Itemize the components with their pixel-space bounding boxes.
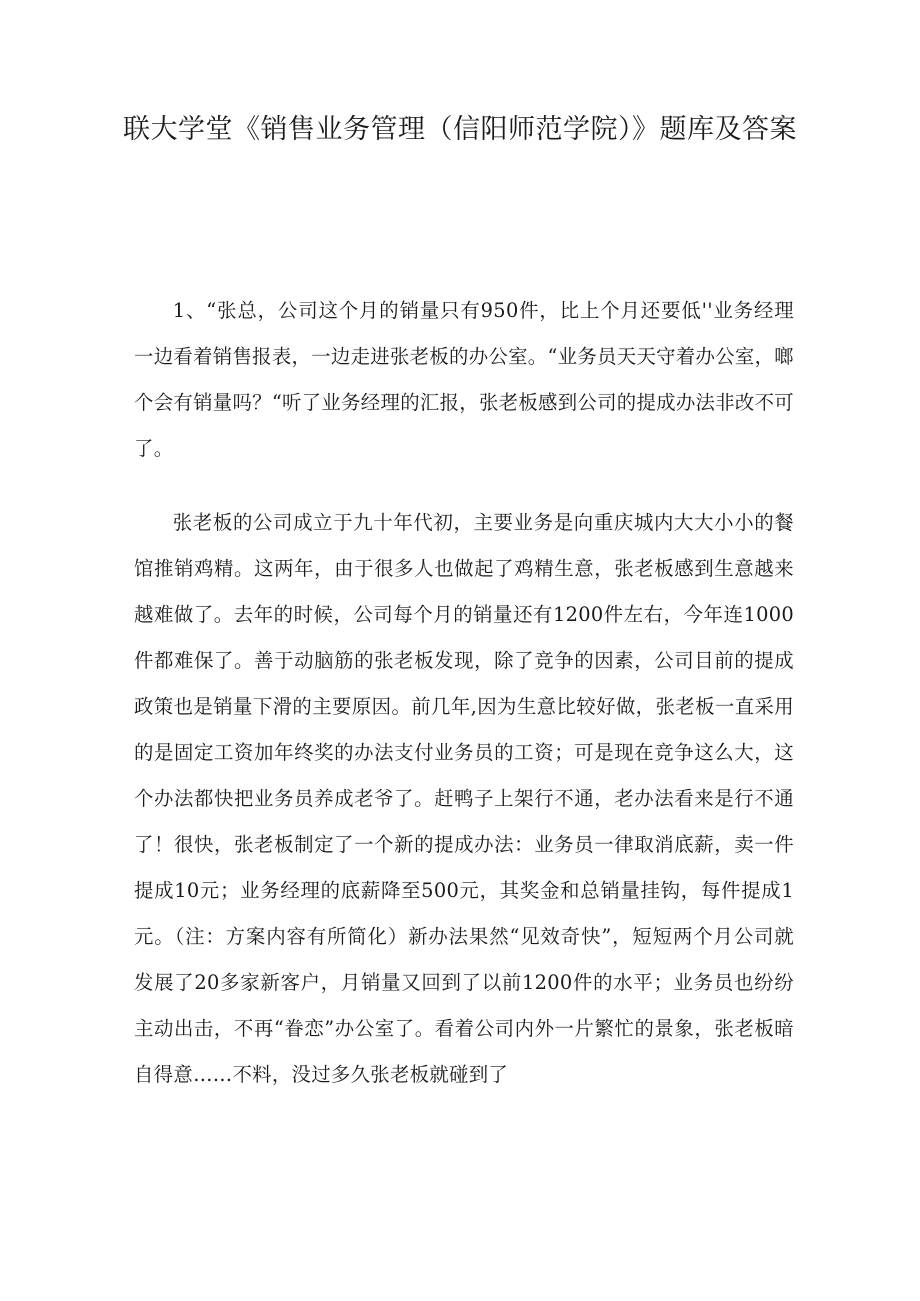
case-paragraph: 张老板的公司成立于九十年代初，主要业务是向重庆城内大大小小的餐馆推销鸡精。这两年，由于很多人也做起了鸡精生意，张老板感到生意越来越难做了。去年的时候，公司每个月的销量还有1200件左右，今年连1000件都难保了。善于动脑筋的张老板发现，除了竞争的因素，公司目前的提成政策也是销量下滑的主要原因。前几年,因为生意比较好做，张老板一直采用的是固定工资加年终奖的办法支付业务员的工资；可是现在竞争这么大，这个办法都快把业务员养成老爷了。赶鸭子上架行不通，老办法看来是行不通了！很快，张老板制定了一个新的提成办法：业务员一律取消底薪，卖一件提成10元；业务经理的底薪降至500元，其奖金和总销量挂钩，每件提成1元。（注：方案内容有所简化）新办法果然“见效奇快”，短短两个月公司就发展了20多家新客户，月销量又回到了以前1200件的水平；业务员也纷纷主动出击，不再“眷恋”办公室了。看着公司内外一片繁忙的景象，张老板暗自得意……不料，没过多久张老板就碰到了 [134,511,794,1086]
document-title: 联大学堂《销售业务管理（信阳师范学院）》题库及答案 [123,114,797,145]
document-body [134,288,794,1098]
question-paragraph: 1、“张总，公司这个月的销量只有950件，比上个月还要低''业务经理一边看着销售报表，一边走进张老板的办公室。“业务员天天守着办公室，啷个会有销量吗？“听了业务经理的汇报，张老板感到公司的提成办法非改不可了。 [134,299,795,460]
